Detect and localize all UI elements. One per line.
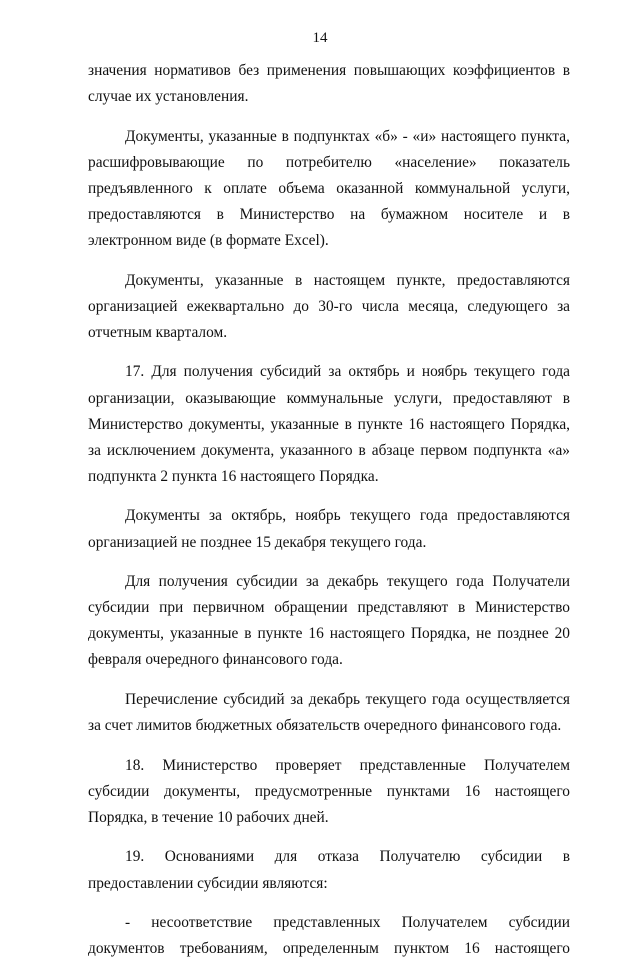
paragraph-continuation: значения нормативов без применения повышающих коэффициентов в случае их установления.	[88, 62, 570, 106]
paragraph-december-transfer: Перечисление субсидий за декабрь текущего года осуществляется за счет лимитов бюджетных обязательств очередного финансового года.	[88, 690, 570, 735]
paragraph-oct-nov-deadline: Документы за октябрь, ноябрь текущего года предоставляются организацией не позднее 15 декабря текущего года.	[88, 507, 570, 551]
paragraph-documents-subitems: Документы, указанные в подпунктах «б» - «и» настоящего пункта, расшифровывающие по потребителю «население» показатель предъявленного к оплате объема оказанной коммунальной услуги, предоставляются в Министерство на бумажном носителе и в электронном виде (в формате Excel).	[88, 127, 570, 250]
document-body	[88, 58, 570, 962]
paragraph-quarterly-submission: Документы, указанные в настоящем пункте, предоставляются организацией ежеквартально до 30-го числа месяца, следующего за отчетным кварталом.	[88, 271, 570, 341]
page-number: 14	[312, 30, 328, 46]
paragraph-item-18: 18. Министерство проверяет представленные Получателем субсидии документы, предусмотренные пунктами 16 настоящего Порядка, в течение 10 рабочих дней.	[88, 756, 570, 826]
paragraph-item-19: 19. Основаниями для отказа Получателю субсидии в предоставлении субсидии являются:	[88, 848, 570, 892]
paragraph-december-subsidy: Для получения субсидии за декабрь текущего года Получатели субсидии при первичном обращении представляют в Министерство документы, указанные в пункте 16 настоящего Порядка, не позднее 20 февраля очередного финансового года.	[88, 573, 570, 669]
paragraph-refusal-reason: - несоответствие представленных Получателем субсидии документов требованиям, определенным пунктом 16 настоящего	[88, 914, 570, 958]
paragraph-item-17: 17. Для получения субсидий за октябрь и ноябрь текущего года организации, оказывающие коммунальные услуги, предоставляют в Министерство документы, указанные в пункте 16 настоящего Порядка, за исключением документа, указанного в абзаце первом подпункта «а» подпункта 2 пункта 16 настоящего Порядка.	[88, 363, 570, 485]
